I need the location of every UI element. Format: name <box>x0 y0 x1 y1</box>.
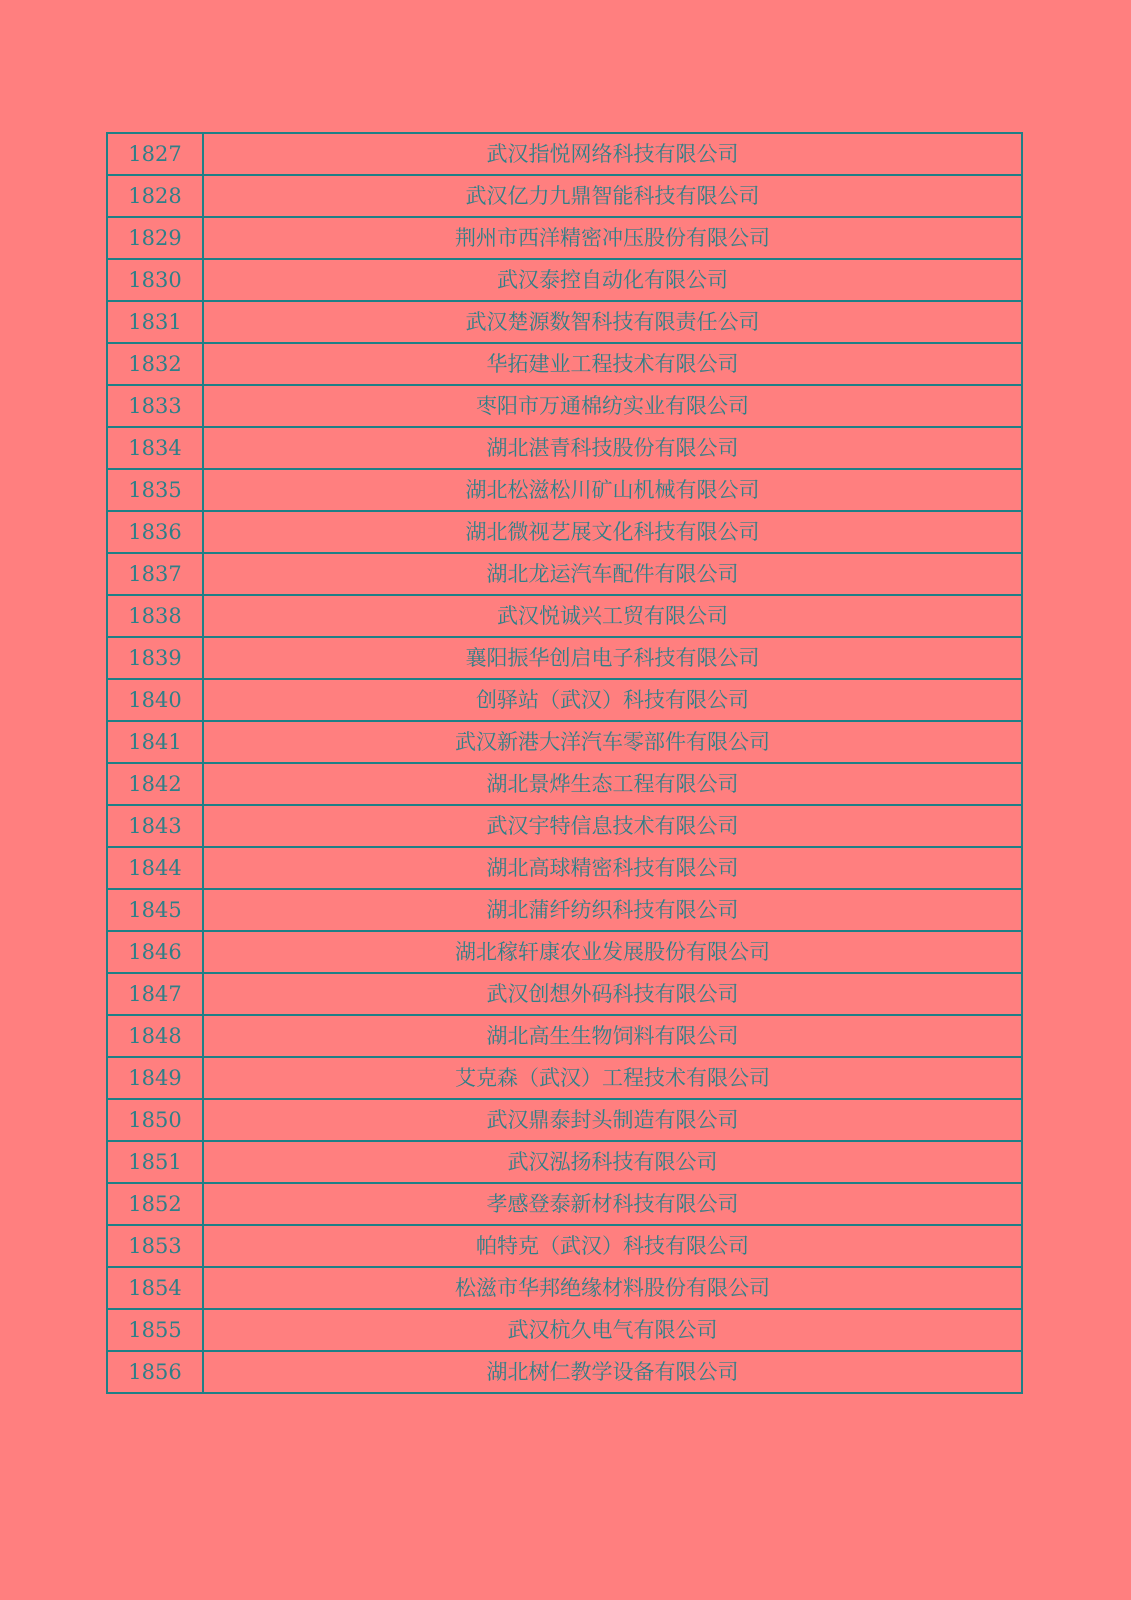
company-name: 武汉泰控自动化有限公司 <box>203 259 1022 301</box>
row-number: 1838 <box>107 595 203 637</box>
row-number: 1854 <box>107 1267 203 1309</box>
company-name: 武汉创想外码科技有限公司 <box>203 973 1022 1015</box>
table-row <box>107 553 1022 595</box>
row-number: 1833 <box>107 385 203 427</box>
table-row <box>107 301 1022 343</box>
table-row <box>107 343 1022 385</box>
company-name: 武汉楚源数智科技有限责任公司 <box>203 301 1022 343</box>
table-row <box>107 889 1022 931</box>
company-name: 武汉新港大洋汽车零部件有限公司 <box>203 721 1022 763</box>
row-number: 1844 <box>107 847 203 889</box>
table-row <box>107 1141 1022 1183</box>
company-name: 湖北景烨生态工程有限公司 <box>203 763 1022 805</box>
table-row <box>107 385 1022 427</box>
row-number: 1832 <box>107 343 203 385</box>
company-name: 武汉悦诚兴工贸有限公司 <box>203 595 1022 637</box>
company-name: 湖北高球精密科技有限公司 <box>203 847 1022 889</box>
row-number: 1849 <box>107 1057 203 1099</box>
row-number: 1846 <box>107 931 203 973</box>
company-name: 湖北稼轩康农业发展股份有限公司 <box>203 931 1022 973</box>
company-name: 武汉泓扬科技有限公司 <box>203 1141 1022 1183</box>
company-name: 武汉杭久电气有限公司 <box>203 1309 1022 1351</box>
row-number: 1840 <box>107 679 203 721</box>
company-name: 华拓建业工程技术有限公司 <box>203 343 1022 385</box>
company-name: 武汉亿力九鼎智能科技有限公司 <box>203 175 1022 217</box>
row-number: 1837 <box>107 553 203 595</box>
row-number: 1839 <box>107 637 203 679</box>
table-row <box>107 133 1022 175</box>
table-row <box>107 1099 1022 1141</box>
row-number: 1850 <box>107 1099 203 1141</box>
company-name: 湖北湛青科技股份有限公司 <box>203 427 1022 469</box>
company-name: 湖北高生生物饲料有限公司 <box>203 1015 1022 1057</box>
company-name: 襄阳振华创启电子科技有限公司 <box>203 637 1022 679</box>
company-name: 荆州市西洋精密冲压股份有限公司 <box>203 217 1022 259</box>
row-number: 1828 <box>107 175 203 217</box>
company-name: 帕特克（武汉）科技有限公司 <box>203 1225 1022 1267</box>
table-row <box>107 931 1022 973</box>
row-number: 1843 <box>107 805 203 847</box>
row-number: 1841 <box>107 721 203 763</box>
table-row <box>107 1267 1022 1309</box>
table-row <box>107 469 1022 511</box>
company-name: 武汉指悦网络科技有限公司 <box>203 133 1022 175</box>
table-row <box>107 1015 1022 1057</box>
table-row <box>107 595 1022 637</box>
row-number: 1827 <box>107 133 203 175</box>
table-row <box>107 1183 1022 1225</box>
table-row <box>107 511 1022 553</box>
table-row <box>107 847 1022 889</box>
table-row <box>107 1309 1022 1351</box>
row-number: 1834 <box>107 427 203 469</box>
table-row <box>107 427 1022 469</box>
row-number: 1836 <box>107 511 203 553</box>
company-name: 湖北龙运汽车配件有限公司 <box>203 553 1022 595</box>
row-number: 1851 <box>107 1141 203 1183</box>
row-number: 1856 <box>107 1351 203 1393</box>
row-number: 1847 <box>107 973 203 1015</box>
table-row <box>107 259 1022 301</box>
company-name: 武汉宇特信息技术有限公司 <box>203 805 1022 847</box>
table-row <box>107 763 1022 805</box>
company-name: 武汉鼎泰封头制造有限公司 <box>203 1099 1022 1141</box>
company-name: 松滋市华邦绝缘材料股份有限公司 <box>203 1267 1022 1309</box>
row-number: 1842 <box>107 763 203 805</box>
table-row <box>107 805 1022 847</box>
company-name: 艾克森（武汉）工程技术有限公司 <box>203 1057 1022 1099</box>
row-number: 1831 <box>107 301 203 343</box>
table-row <box>107 1351 1022 1393</box>
table-row <box>107 1225 1022 1267</box>
row-number: 1829 <box>107 217 203 259</box>
company-name: 湖北蒲纤纺织科技有限公司 <box>203 889 1022 931</box>
table-row <box>107 679 1022 721</box>
row-number: 1853 <box>107 1225 203 1267</box>
company-name: 湖北微视艺展文化科技有限公司 <box>203 511 1022 553</box>
company-name: 湖北树仁教学设备有限公司 <box>203 1351 1022 1393</box>
table-row <box>107 973 1022 1015</box>
company-list-body <box>107 133 1022 1393</box>
table-row <box>107 217 1022 259</box>
row-number: 1835 <box>107 469 203 511</box>
company-name: 枣阳市万通棉纺实业有限公司 <box>203 385 1022 427</box>
row-number: 1852 <box>107 1183 203 1225</box>
company-list-table <box>106 132 1023 1394</box>
company-name: 孝感登泰新材科技有限公司 <box>203 1183 1022 1225</box>
table-row <box>107 721 1022 763</box>
company-name: 创驿站（武汉）科技有限公司 <box>203 679 1022 721</box>
company-name: 湖北松滋松川矿山机械有限公司 <box>203 469 1022 511</box>
table-row <box>107 637 1022 679</box>
row-number: 1855 <box>107 1309 203 1351</box>
row-number: 1830 <box>107 259 203 301</box>
table-row <box>107 175 1022 217</box>
row-number: 1845 <box>107 889 203 931</box>
table-row <box>107 1057 1022 1099</box>
row-number: 1848 <box>107 1015 203 1057</box>
